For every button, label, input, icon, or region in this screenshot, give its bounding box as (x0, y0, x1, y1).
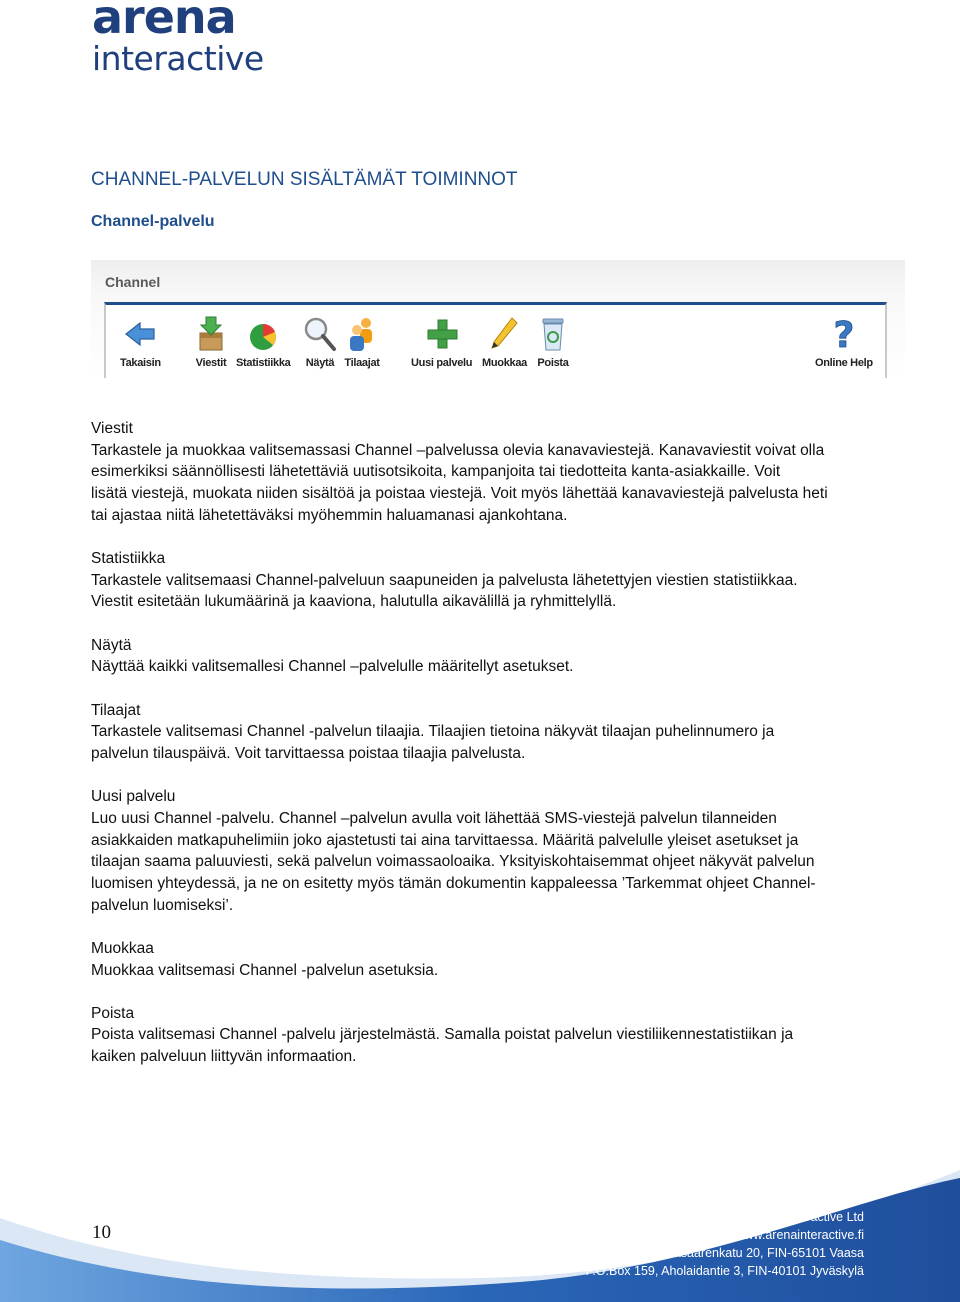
toolbar-button-back[interactable] (120, 315, 161, 381)
text-line: Näyttää kaikki valitsemallesi Channel –palvelulle määritellyt asetukset. (91, 658, 574, 676)
toolbar-button-new-service[interactable] (411, 315, 472, 381)
footer-contact (582, 1208, 864, 1280)
toolbar-button-label: Takaisin (120, 357, 161, 369)
section-heading: Viestit (91, 420, 133, 437)
section-delete (91, 1003, 881, 1068)
toolbar-button-messages[interactable] (193, 315, 229, 381)
section-body (91, 1024, 881, 1067)
section-view (91, 635, 881, 678)
section-edit (91, 938, 881, 981)
text-line: Viestit esitetään lukumäärinä ja kaaviona, halutulla aikavälillä ja ryhmittelyllä. (91, 593, 617, 611)
document-content (91, 418, 881, 1089)
arena-interactive-logo (92, 0, 262, 80)
section-body (91, 656, 881, 678)
toolbar-button-statistics[interactable] (236, 315, 290, 381)
logo-word-interactive: interactive (92, 39, 264, 78)
section-body (91, 570, 881, 613)
text-line: esimerkiksi säännöllisesti lähetettäviä uutisotsikoita, kampanjoita tai tiedotteita kanta-asiakkaille. Voit (91, 463, 781, 481)
text-line: palvelun tilauspäivä. Voit tarvittaessa poistaa tilaajia palvelusta. (91, 744, 526, 762)
section-heading: Statistiikka (91, 550, 166, 568)
toolbar-button-delete[interactable] (535, 315, 571, 381)
magnifier-icon (302, 315, 338, 353)
toolbar-button-label: Online Help (815, 357, 873, 369)
footer-website: www.arenainteractive.fi (735, 1228, 864, 1242)
section-body (91, 960, 881, 982)
text-line: tilaajan saama paluuviesti, sekä palvelun voimassaoloaika. Yksityiskohtaisemmat ohjeet näkyvät palvelun (91, 853, 815, 871)
text-line: kaiken palveluun liittyvän informaation. (91, 1048, 357, 1066)
pencil-icon (486, 315, 522, 353)
section-heading: Tilaajat (91, 701, 141, 719)
text-line: tai ajastaa niitä lähetettäväksi myöhemmin haluamanasi ajankohtana. (91, 506, 568, 524)
text-line: Luo uusi Channel -palvelu. Channel –palvelun avulla voit lähettää SMS-viestejä palvelun tilanneiden (91, 809, 777, 827)
text-line: palvelun luomiseksi’. (91, 896, 234, 914)
question-mark-icon (826, 315, 862, 353)
toolbar-button-label: Näytä (305, 357, 335, 369)
section-heading: Näytä (91, 636, 132, 654)
section-body (91, 721, 881, 764)
subscribers-icon (344, 315, 380, 353)
svg-text:?: ? (833, 315, 855, 353)
plus-icon (424, 315, 460, 353)
footer-address-jyvaskyla: P.O.Box 159, Aholaidantie 3, FIN-40101 Jyväskylä (585, 1264, 864, 1278)
section-heading: Uusi palvelu (91, 788, 176, 806)
section-heading: Poista (91, 1004, 135, 1022)
section-subscribers (91, 700, 881, 765)
footer-address-vaasa: P.O.Box 52, Hietasaarenkatu 20, FIN-65101 Vaasa (582, 1246, 864, 1260)
section-subtitle: Channel-palvelu (91, 213, 215, 230)
section-body (91, 440, 881, 527)
toolbar-button-label: Uusi palvelu (411, 357, 473, 369)
toolbar-button-label: Viestit (195, 357, 227, 369)
toolbar-button-label: Poista (537, 357, 569, 369)
text-line: Tarkastele valitsemaasi Channel-palveluun saapuneiden ja palvelusta lähetettyjen viestien statistiikkaa. (91, 571, 798, 589)
section-new-service (91, 786, 881, 916)
text-line: luomisen yhteydessä, ja ne on esitetty myös tämän dokumentin kappaleessa ’Tarkemmat ohjeet Channel- (91, 874, 816, 892)
channel-toolbar-screenshot (91, 260, 905, 378)
back-arrow-icon (122, 315, 158, 353)
page-title: CHANNEL-PALVELUN SISÄLTÄMÄT TOIMINNOT (91, 169, 518, 190)
text-line: lisätä viestejä, muokata niiden sisältöä ja poistaa viestejä. Voit myös lähettää kanavaviestejä palvelusta heti (91, 485, 828, 503)
toolbar-button-label: Tilaajat (344, 357, 380, 369)
toolbar-button-online-help[interactable] (815, 315, 873, 381)
recycle-bin-icon (535, 315, 571, 353)
section-statistics (91, 548, 881, 613)
toolbar (104, 302, 887, 378)
page-number: 10 (92, 1222, 111, 1243)
toolbar-title: Channel (105, 274, 161, 290)
toolbar-button-subscribers[interactable] (344, 315, 380, 381)
toolbar-button-view[interactable] (302, 315, 338, 381)
text-line: Poista valitsemasi Channel -palvelu järjestelmästä. Samalla poistat palvelun viestiliikennestatistiikan ja (91, 1026, 794, 1044)
toolbar-button-label: Muokkaa (482, 357, 527, 369)
text-line: asiakkaiden matkapuhelimiin joko ajastetusti tai aina tarvittaessa. Määritä palvelulle yleiset asetukset ja (91, 831, 799, 849)
text-line: Tarkastele ja muokkaa valitsemassasi Channel –palvelussa olevia kanavaviestejä. Kanavaviestit voivat olla (91, 441, 825, 459)
text-line: Tarkastele valitsemasi Channel -palvelun tilaajia. Tilaajien tietoina näkyvät tilaajan puhelinnumero ja (91, 723, 775, 741)
logo-word-arena: arena (92, 0, 236, 44)
text-line: Muokkaa valitsemasi Channel -palvelun asetuksia. (91, 961, 439, 979)
section-messages (91, 418, 881, 527)
toolbar-button-label: Statistiikka (236, 357, 291, 369)
section-body (91, 808, 881, 917)
toolbar-button-edit[interactable] (482, 315, 527, 381)
messages-icon (193, 315, 229, 353)
footer-company: Arena Interactive Ltd (748, 1210, 864, 1224)
section-heading: Muokkaa (91, 939, 154, 957)
pie-chart-icon (245, 315, 281, 353)
